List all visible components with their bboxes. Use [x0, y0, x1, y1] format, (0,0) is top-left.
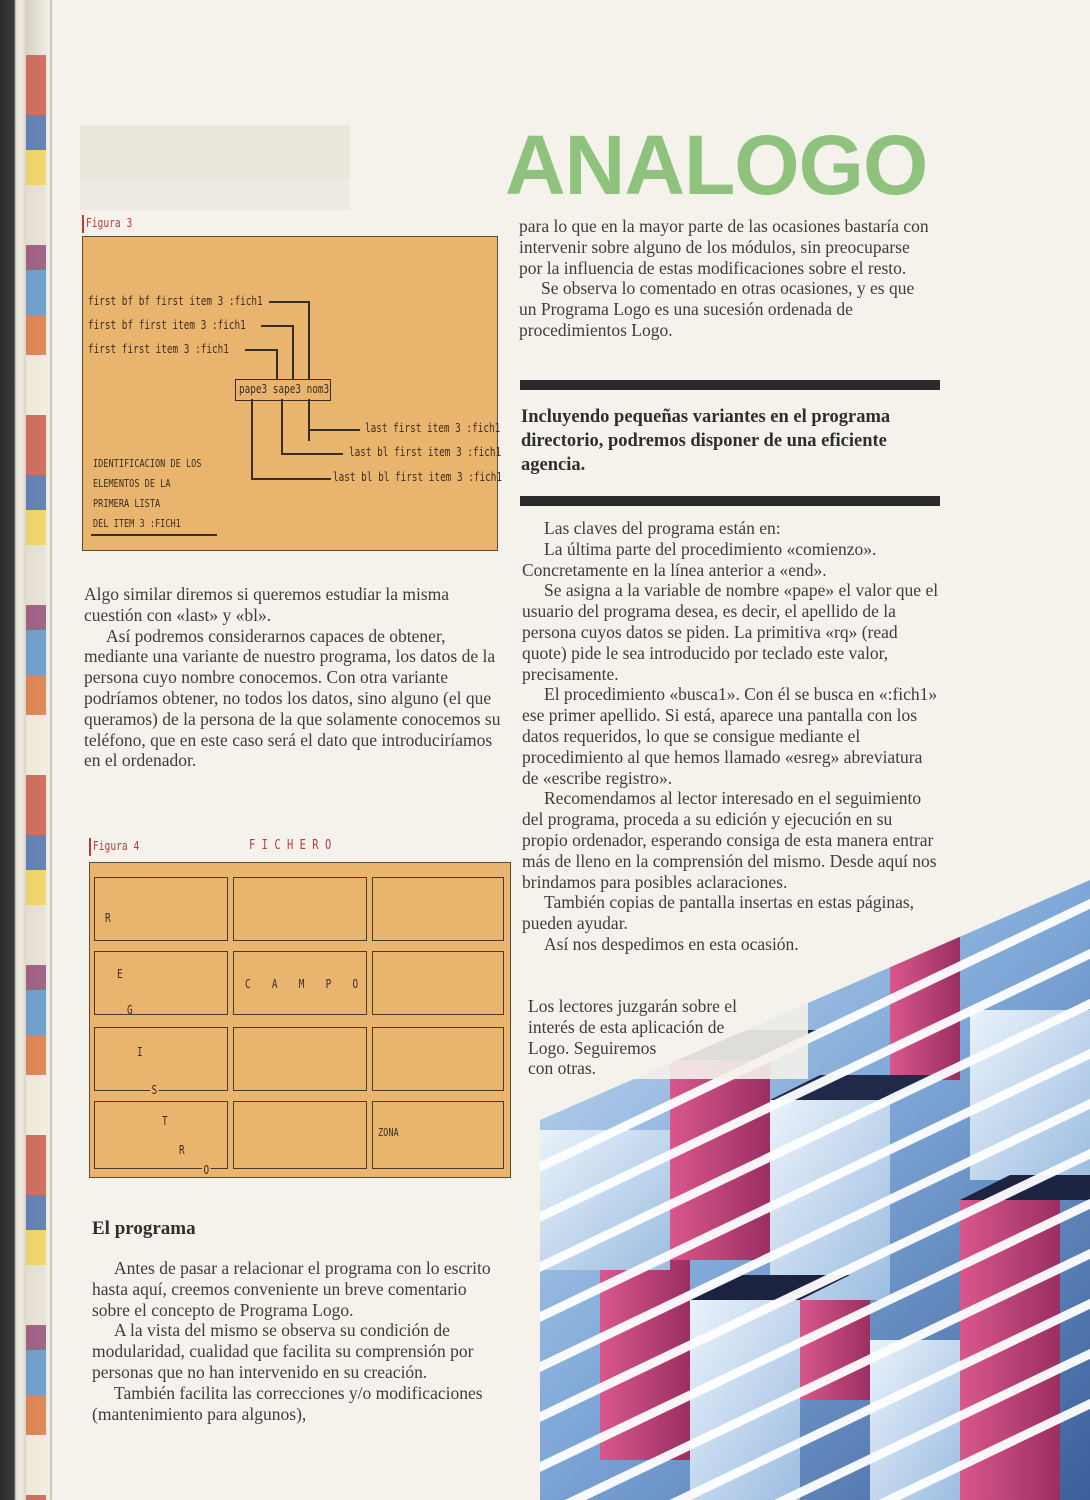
figure4-campo-label: C A M P O [245, 977, 366, 991]
adjacent-page-edge [26, 55, 46, 1500]
figure4-letter: O [203, 1163, 210, 1177]
figure3-caption-2: ELEMENTOS DE LA [93, 477, 171, 490]
figure4-cell [94, 1027, 228, 1091]
figure4-letter: R [105, 911, 111, 925]
right-paragraph-4: La última parte del procedimiento «comienzo». Concretamente en la línea anterior a «end». [522, 538, 877, 580]
left-paragraph-1: Algo similar diremos si queremos estudiar la misma cuestión con «last» y «bl». [84, 584, 450, 625]
left-paragraph-4: A la vista del mismo se observa su condición de modularidad, cualidad que facilita su comprensión por personas que no han intervenido en su creación. [92, 1320, 474, 1382]
left-paragraph-3: Antes de pasar a relacionar el programa con lo escrito hasta aquí, creemos conveniente un breve comentario sobre el concepto de Programa Logo. [92, 1258, 491, 1320]
figure4-cell [372, 951, 504, 1015]
figure4-letter: T [162, 1114, 168, 1128]
figure3-center-text: pape3 sape3 nom3 [239, 382, 330, 396]
figure3-line-1: first bf bf first item 3 :fich1 [88, 294, 263, 308]
callout-text: Incluyendo pequeñas variantes en el programa directorio, podremos disponer de una eficiente agencia. [521, 407, 891, 475]
figure4-cell [233, 1101, 367, 1169]
figure3-line-3: first first item 3 :fich1 [88, 342, 229, 356]
closing-line-1: Los lectores juzgarán sobre el [528, 996, 737, 1016]
right-paragraph-7: Recomendamos al lector interesado en el seguimiento del programa, proceda a su edición y ejecución en su propio ordenador, esperando consiga de esta manera entrar más de lleno en la comprensión del mismo. Desde aquí nos brindamos para posibles aclaraciones. [522, 788, 937, 892]
page-edge-line [50, 0, 52, 1500]
figure3-line-2: first bf first item 3 :fich1 [88, 318, 246, 332]
right-paragraph-6: El procedimiento «busca1». Con él se busca en «:fich1» ese primer apellido. Si está, aparece una pantalla con los datos requeridos, lo que se consigue mediante el procedimiento al que hemos llamado «esreg» abreviatura de «escribe registro». [522, 684, 938, 788]
figure3-line-6: last bl bl first item 3 :fich1 [333, 470, 503, 484]
figure4-letter: E [117, 967, 123, 981]
faded-background-band-2 [80, 180, 350, 210]
figure4-letter: I [137, 1045, 143, 1059]
figure3-caption-1: IDENTIFICACION DE LOS [93, 457, 202, 470]
figure3-line-4: last first item 3 :fich1 [365, 421, 501, 435]
right-paragraph-8: También copias de pantalla insertas en estas páginas, pueden ayudar. [522, 892, 915, 934]
figure4-cell [94, 1101, 228, 1169]
right-paragraph-9: Así nos despedimos en esta ocasión. [544, 933, 799, 954]
figure4-cell [233, 1027, 367, 1091]
right-column-text-1 [519, 216, 931, 341]
figure4-title: FICHERO [249, 838, 338, 853]
closing-line-2: interés de esta aplicación de [528, 1016, 725, 1037]
figure3-label: Figura 3 [86, 216, 133, 230]
figure3-panel [82, 237, 503, 551]
figure4-panel [89, 863, 511, 1178]
right-paragraph-5: Se asigna a la variable de nombre «pape» el valor que el usuario del programa desea, es decir, el apellido de la persona cuyos datos se piden. La primitiva «rq» (read quote) pide le sea introducido por teclado este valor, precisamente. [522, 580, 939, 684]
callout-top-bar [520, 380, 940, 390]
right-paragraph-2: Se observa lo comentado en otras ocasiones, y es que un Programa Logo es una sucesión ordenada de procedimientos Logo. [519, 278, 915, 340]
figure4-cell [233, 877, 367, 941]
closing-text [528, 996, 808, 1079]
decorative-cubes-illustration [500, 880, 1090, 1500]
figure3-caption-3: PRIMERA LISTA [93, 497, 161, 510]
left-paragraph-2: Así podremos considerarnos capaces de obtener, mediante una variante de nuestro programa, los datos de la persona cuyo nombre conocemos. Con otra variante podríamos obtener, no todos los datos, sino alguno (el que queramos) de la persona de la que solamente conocemos su teléfono, que en este caso será el dato que introduciríamos en el ordenador. [84, 625, 501, 771]
figure4-cell [94, 951, 228, 1015]
figure4-cell [372, 1027, 504, 1091]
left-paragraph-5: También facilita las correcciones y/o modificaciones (mantenimiento para algunos), [92, 1382, 483, 1424]
figure3-center-box [235, 379, 331, 401]
figure4-cell [94, 877, 228, 941]
figure3-caption-4: DEL ITEM 3 :FICH1 [93, 517, 181, 530]
callout-bottom-bar [520, 496, 940, 506]
figure4-zona-label: ZONA [378, 1126, 399, 1139]
closing-line-3: Logo. Seguiremos [528, 1037, 657, 1058]
left-column-text-1 [84, 584, 504, 771]
figure4-cell [372, 877, 504, 941]
figure4-label-mark [89, 838, 91, 856]
figure3-label-mark [82, 215, 84, 233]
figure4-letter: G [127, 1003, 133, 1017]
figure4-letter: R [179, 1143, 185, 1157]
figure4-label: Figura 4 [93, 839, 140, 853]
figure4-letter: S [151, 1083, 158, 1097]
closing-line-4: con otras. [528, 1058, 597, 1079]
page-title: ANALOGO [505, 118, 928, 212]
right-paragraph-3: Las claves del programa están en: [544, 518, 781, 538]
figure3-line-5: last bl first item 3 :fich1 [349, 445, 502, 459]
right-paragraph-1: para lo que en la mayor parte de las ocasiones bastaría con intervenir sobre alguno de los módulos, sin preocuparse por la influencia de estas modificaciones sobre el resto. [519, 216, 929, 278]
left-column-text-2 [92, 1258, 504, 1424]
faded-background-band [80, 125, 350, 185]
section-heading: El programa [92, 1218, 196, 1239]
